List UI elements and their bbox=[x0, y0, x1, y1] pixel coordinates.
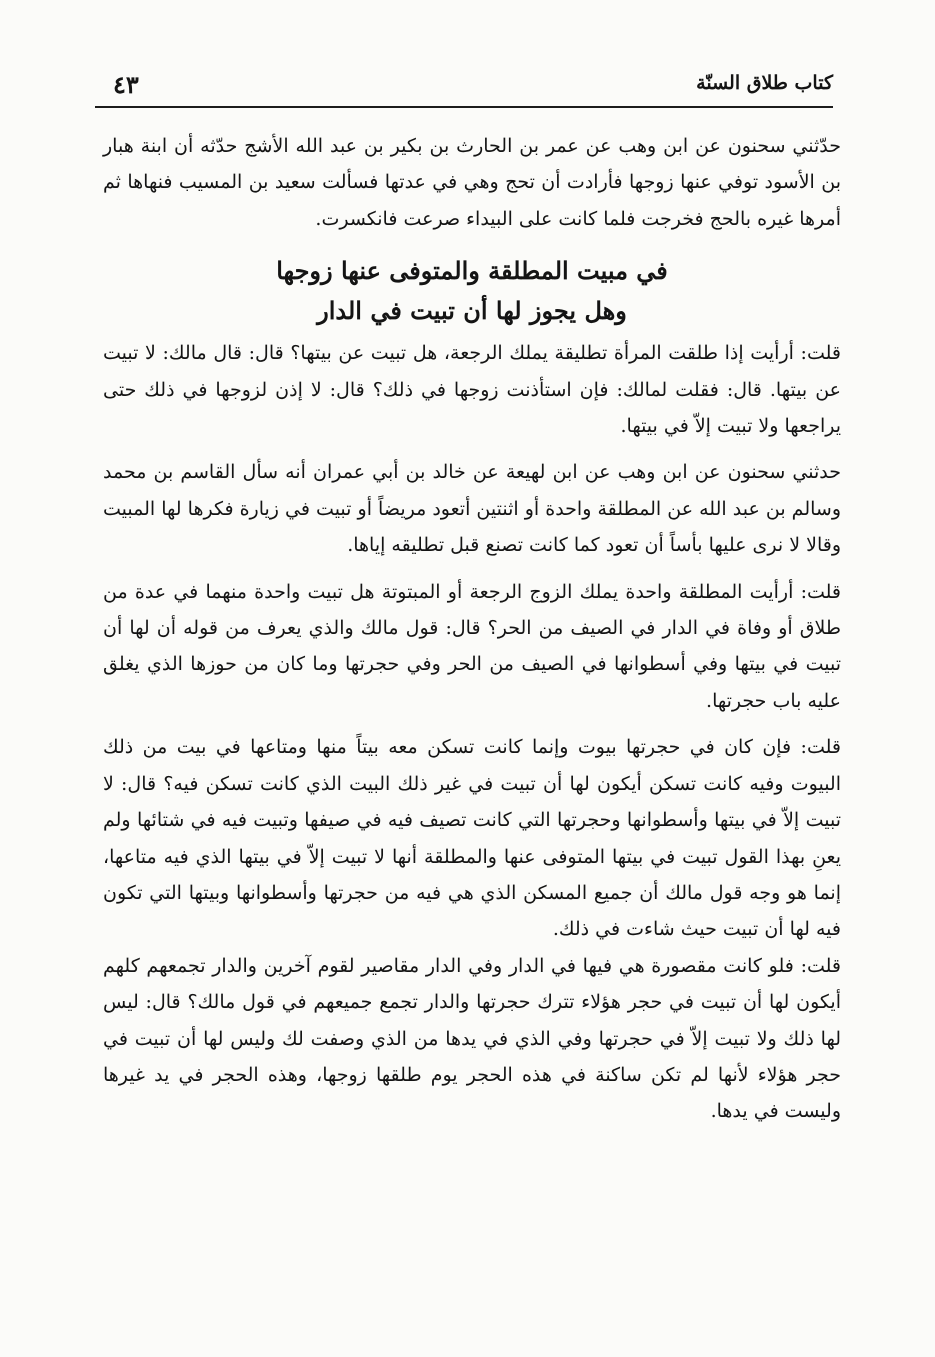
section-heading-line-2: وهل يجوز لها أن تبيت في الدار bbox=[317, 296, 627, 326]
running-title: كتاب طلاق السنّة bbox=[696, 72, 833, 94]
paragraph-question-2: قلت: أرأيت المطلقة واحدة يملك الزوج الرجعة أو المبتوتة هل تبيت واحدة منهما في عدة من طلاق أو وفاة في الدار في الصيف من الحر؟ قال: قول مالك والذي يعرف من قوله أن لها أن تبيت في بيتها وفي أسطوانها في الصيف من الحر وفي حجرتها وما كان من حوزها الذي يغلق عليه باب حجرتها. bbox=[103, 580, 841, 712]
paragraph-hadith-1: حدّثني سحنون عن ابن وهب عن عمر بن الحارث بن بكير بن عبد الله الأشج حدّثه أن ابنة هبار بن الأسود توفي عنها زوجها فأرادت أن تحج وهي في عدتها فسألت سعيد بن المسيب فنهاها ثم أمرها غيره بالحج فخرجت فلما كانت على البيداء صرعت فانكسرت. bbox=[103, 135, 841, 230]
paragraph-hadith-2: حدثني سحنون عن ابن وهب عن ابن لهيعة عن خالد بن أبي عمران أنه سأل القاسم بن محمد وسالم بن عبد الله عن المطلقة واحدة أو اثنتين أتعود مريضاً أو تبيت في زيارة فكرها لها المبيت وقالا لا نرى عليها بأساً أن تعود كما كانت تصنع قبل تطليقه إياها. bbox=[103, 461, 841, 557]
paragraph-question-1: قلت: أرأيت إذا طلقت المرأة تطليقة يملك الرجعة، هل تبيت عن بيتها؟ قال: قال مالك: لا تبيت عن بيتها. قال: فقلت لمالك: فإن استأذنت زوجها في ذلك؟ قال: لا إذن لزوجها في ذلك حتى يراجعها ولا تبيت إلاّ في بيتها. bbox=[103, 342, 841, 438]
page-body bbox=[103, 128, 841, 1130]
section-heading bbox=[103, 251, 841, 331]
paragraph-question-3: قلت: فإن كان في حجرتها بيوت وإنما كانت تسكن معه بيتاً منها ومتاعها في بيت من ذلك البيوت وفيه كانت تسكن أيكون لها أن تبيت في غير ذلك البيت الذي كانت تسكن فيه؟ قال: لا تبيت إلاّ في بيتها وأسطوانها وحجرتها التي كانت تصيف فيه في صيفها وتبيت فيه في شتائها ولم يعنِ بهذا القول تبيت في بيتها المتوفى عنها والمطلقة أنها لا تبيت إلاّ في بيتها الذي فيه متاعها، إنما هو وجه قول مالك أن جميع المسكن الذي هي فيه من حجرتها وأسطوانها وبيتها التي تكون فيه لها أن تبيت حيث شاءت في ذلك. bbox=[103, 736, 841, 941]
paragraph-question-4: قلت: فلو كانت مقصورة هي فيها في الدار وفي الدار مقاصير لقوم آخرين والدار تجمعهم كلهم أيكون لها أن تبيت في حجر هؤلاء تترك حجرتها والدار تجمع جميعهم في قول مالك؟ قال: ليس لها ذلك ولا تبيت إلاّ في حجرتها وفي الذي في يدها من الذي وصفت لك وليس لها أن تبيت في حجر هؤلاء لأنها لم تكن ساكنة في هذه الحجر يوم طلقها زوجها، وهذه الحجر في يد غيرها وليست في يدها. bbox=[103, 954, 841, 1123]
page-number: ٤٣ bbox=[113, 70, 139, 99]
page-header bbox=[95, 70, 833, 108]
section-heading-line-1: في مبيت المطلقة والمتوفى عنها زوجها bbox=[276, 256, 668, 286]
